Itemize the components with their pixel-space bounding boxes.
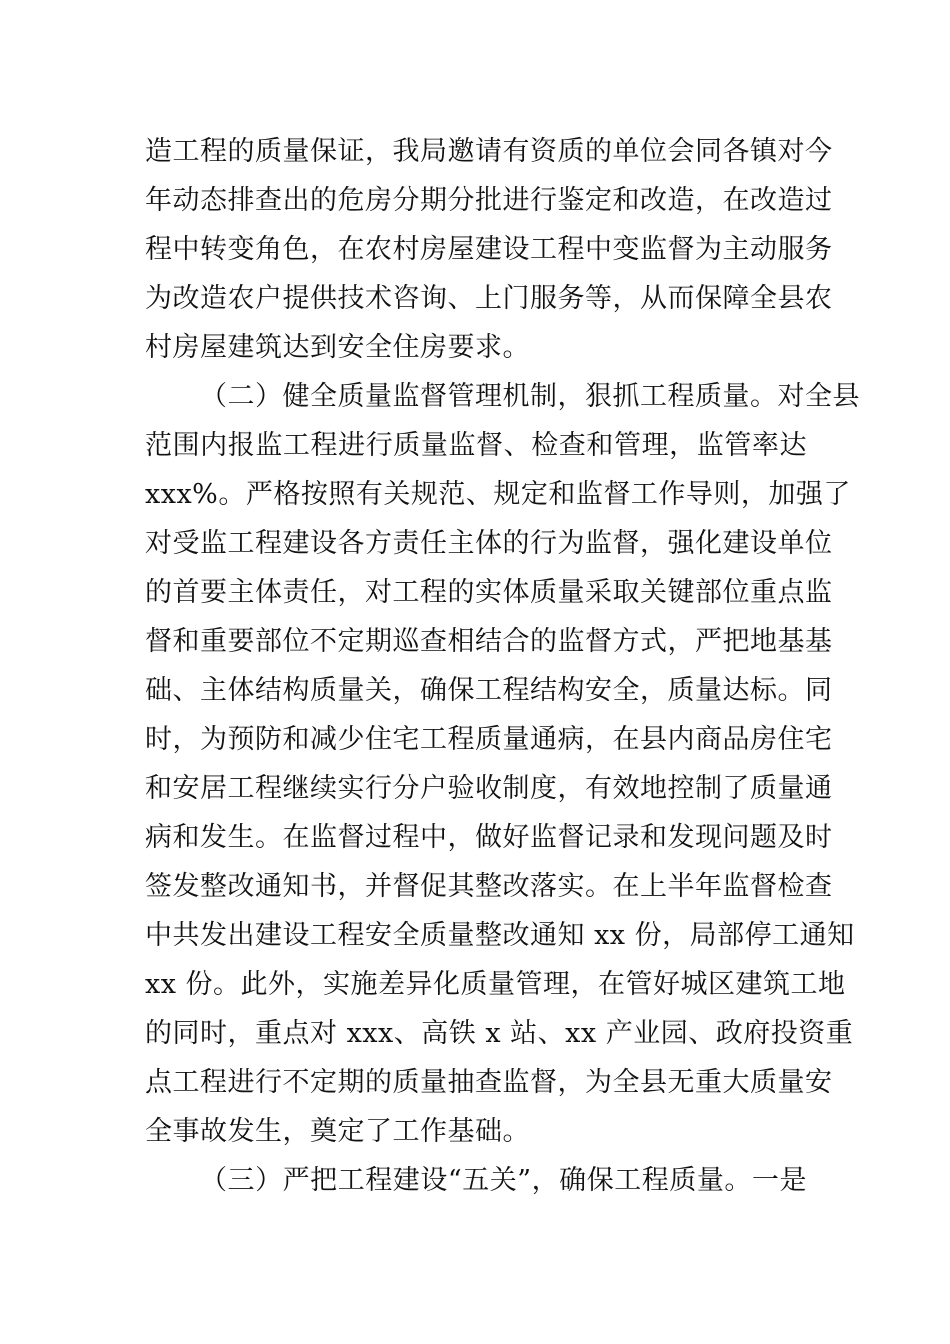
text-line: 和安居工程继续实行分户验收制度，有效地控制了质量通 [145, 773, 833, 804]
text-line: （二）健全质量监督管理机制，狠抓工程质量。对全县 [200, 381, 860, 412]
text-line: 的同时，重点对 xxx、高铁 x 站、xx 产业园、政府投资重 [145, 1018, 854, 1049]
text-line: 范围内报监工程进行质量监督、检查和管理，监管率达 [145, 430, 807, 461]
text-line: 点工程进行不定期的质量抽查监督，为全县无重大质量安 [145, 1067, 833, 1098]
text-line: 的首要主体责任，对工程的实体质量采取关键部位重点监 [145, 577, 833, 608]
text-line: 础、主体结构质量关，确保工程结构安全，质量达标。同 [145, 675, 833, 706]
text-line: 病和发生。在监督过程中，做好监督记录和发现问题及时 [145, 822, 833, 853]
text-line: 督和重要部位不定期巡查相结合的监督方式，严把地基基 [145, 626, 833, 657]
text-line: 年动态排查出的危房分期分批进行鉴定和改造，在改造过 [145, 185, 833, 216]
text-line: 为改造农户提供技术咨询、上门服务等，从而保障全县农 [145, 283, 833, 314]
text-line: 造工程的质量保证，我局邀请有资质的单位会同各镇对今 [145, 136, 833, 167]
text-line: 程中转变角色，在农村房屋建设工程中变监督为主动服务 [145, 234, 833, 265]
text-line: xx 份。此外，实施差异化质量管理，在管好城区建筑工地 [145, 969, 846, 1000]
text-line: 对受监工程建设各方责任主体的行为监督，强化建设单位 [145, 528, 833, 559]
text-line: （三）严把工程建设“五关”，确保工程质量。一是 [200, 1165, 807, 1196]
text-line: xxx%。严格按照有关规范、规定和监督工作导则，加强了 [145, 479, 851, 510]
text-line: 全事故发生，奠定了工作基础。 [145, 1116, 530, 1147]
text-line: 村房屋建筑达到安全住房要求。 [145, 332, 530, 363]
text-line: 中共发出建设工程安全质量整改通知 xx 份，局部停工通知 [145, 920, 855, 951]
text-line: 签发整改通知书，并督促其整改落实。在上半年监督检查 [145, 871, 833, 902]
text-line: 时，为预防和减少住宅工程质量通病，在县内商品房住宅 [145, 724, 833, 755]
